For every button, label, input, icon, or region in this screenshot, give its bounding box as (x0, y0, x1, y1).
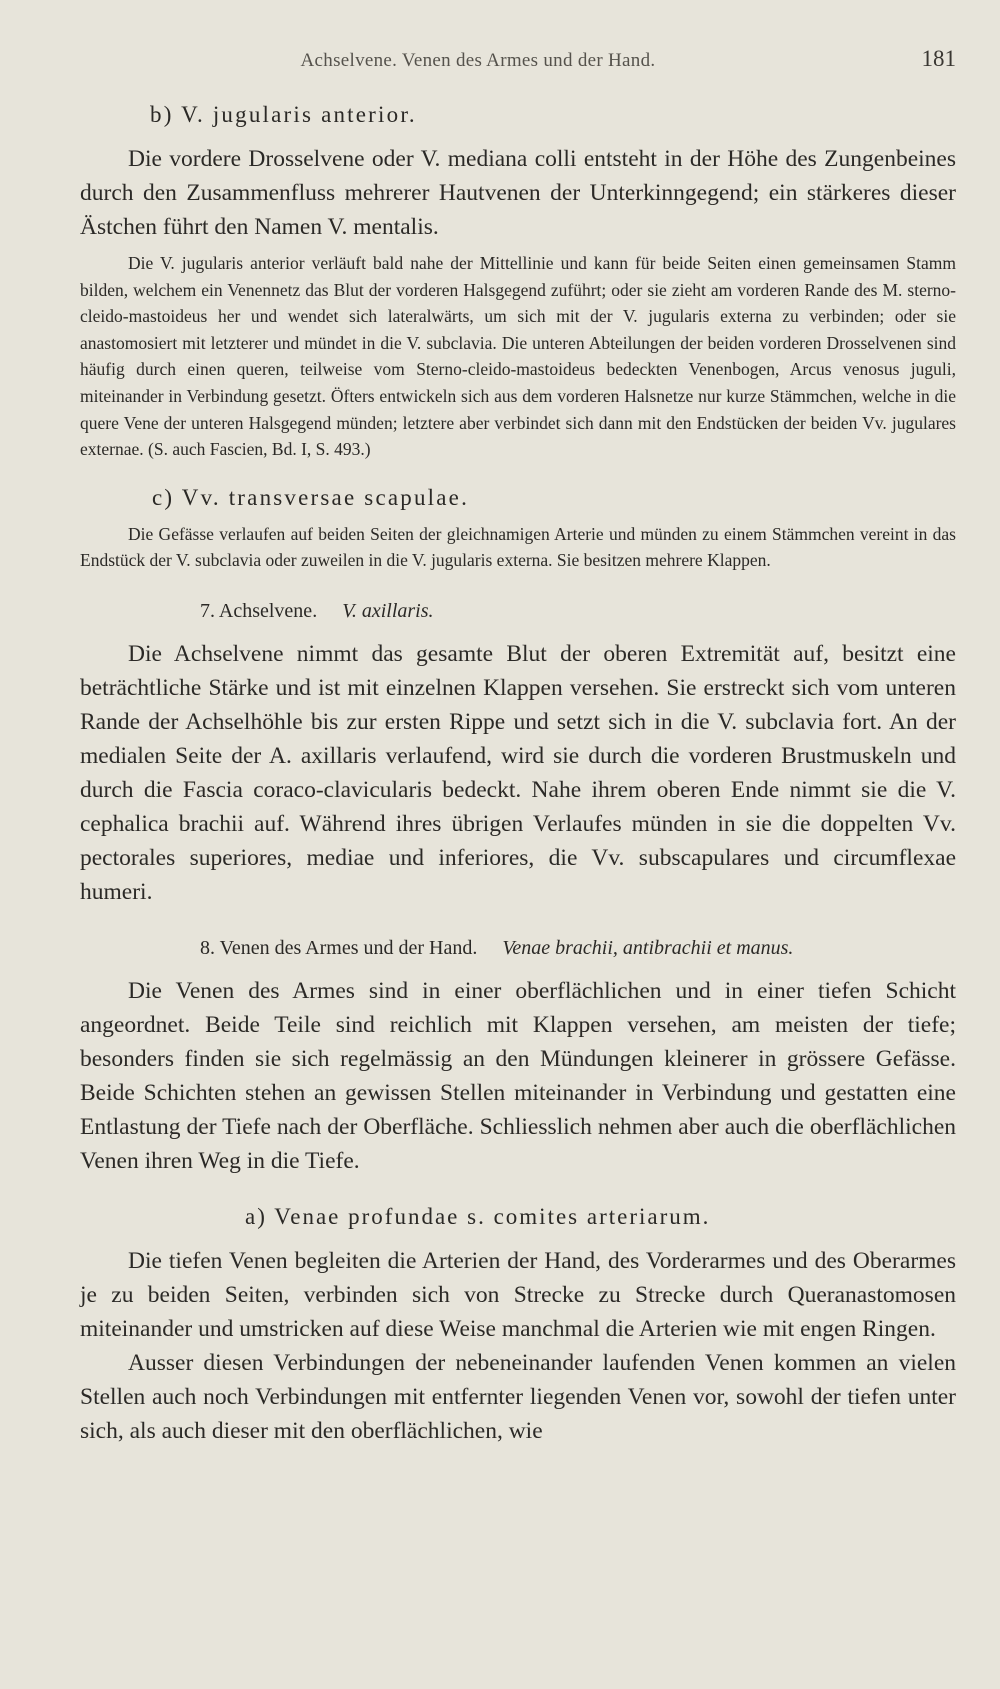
achselvene-text (80, 637, 956, 909)
transversae-scapulae-text (80, 521, 956, 574)
paragraph: Die Gefässe verlaufen auf beiden Seiten der gleichnamigen Arterie und münden zu einem Stämmchen vereint in das Endstück der V. subclavia oder zuweilen in die V. jugularis externa. Sie besitzen mehrere Klappen. (80, 523, 956, 571)
venae-profundae-text (80, 1244, 956, 1448)
section-title-text: 7. Achselvene. (200, 599, 318, 622)
section-title-achselvene (200, 600, 956, 623)
heading-jugularis-anterior: b) V. jugularis anterior. (150, 102, 417, 127)
paragraph: Die Venen des Armes sind in einer oberflächlichen und in einer tiefen Schicht angeordnet. Beide Teile sind reichlich mit Klappen versehen, am meisten der tiefe; besonders finden sie sich regelmässig an den Mündungen kleinerer in grössere Gefässe. Beide Schichten stehen an gewissen Stellen miteinander in Verbindung und gestatten eine Entlastung der Tiefe nach der Oberfläche. Schliesslich nehmen aber auch die oberflächlichen Venen ihren Weg in die Tiefe. (80, 977, 956, 1174)
paragraph: Ausser diesen Verbindungen der nebeneinander laufenden Venen kommen an vielen Stellen auch noch Verbindungen mit entfernter liegenden Venen vor, sowohl der tiefen unter sich, als auch dieser mit den oberflächlichen, wie (80, 1349, 956, 1444)
venen-arm-hand-text (80, 974, 956, 1178)
running-head (80, 44, 956, 84)
heading-transversae-scapulae: c) Vv. transversae scapulae. (152, 484, 470, 510)
jugularis-anterior-main-text (80, 142, 956, 244)
paragraph: Die tiefen Venen begleiten die Arterien der Hand, des Vorderarmes und des Oberarmes je zu beiden Seiten, verbinden sich von Strecke zu Strecke durch Queranastomosen miteinander und umstricken auf diese Weise manchmal die Arterien wie mit engen Ringen. (80, 1247, 956, 1342)
paragraph: Die vordere Drosselvene oder V. mediana colli entsteht in der Höhe des Zungenbeines durch den Zusammenfluss mehrerer Hautvenen der Unterkinngegend; ein stärkeres dieser Ästchen führt den Namen V. mentalis. (80, 146, 956, 240)
section-title-latin: Venae brachii, antibrachii et manus. (502, 936, 794, 959)
heading-venae-profundae: a) Venae profundae s. comites arteriarum. (245, 1203, 711, 1229)
jugularis-anterior-small-text (80, 250, 956, 463)
section-title-text: 8. Venen des Armes und der Hand. (200, 936, 478, 959)
paragraph: Die V. jugularis anterior verläuft bald nahe der Mittellinie und kann für beide Seiten einen gemeinsamen Stamm bilden, welchem ein Venennetz das Blut der vorderen Halsgegend zuführt; oder sie zieht am vorderen Rande des M. sterno-cleido-mastoideus her und wendet sich lateralwärts, um sich mit der V. jugularis externa zu verbinden; oder sie anastomosiert mit letzterer und mündet in die V. subclavia. Die unteren Abteilungen der beiden vorderen Drosselvenen sind häufig durch einen queren, teilweise vom Sterno-cleido-mastoideus bedeckten Venenbogen, Arcus venosus juguli, miteinander in Verbindung gesetzt. Öfters entwickeln sich aus dem vorderen Halsnetze nur kurze Stämmchen, welche in die quere Vene der unteren Halsgegend münden; letztere aber verbindet sich dann mit den Endstücken der beiden Vv. jugulares externae. (S. auch Fascien, Bd. I, S. 493.) (80, 253, 956, 460)
paragraph: Die Achselvene nimmt das gesamte Blut der oberen Extremität auf, besitzt eine beträchtliche Stärke und ist mit einzelnen Klappen versehen. Sie erstreckt sich vom unteren Rande der Achselhöhle bis zur ersten Rippe und setzt sich in die V. subclavia fort. An der medialen Seite der A. axillaris verlaufend, wird sie durch die vorderen Brustmuskeln und durch die Fascia coraco-clavicularis bedeckt. Nahe ihrem oberen Ende nimmt sie die V. cephalica brachii auf. Während ihres übrigen Verlaufes münden in sie die doppelten Vv. pectorales superiores, mediae und inferiores, die Vv. subscapulares und circumflexae humeri. (80, 640, 956, 905)
page-number: 181 (921, 46, 956, 71)
section-title-venen-arm-hand (200, 937, 956, 960)
section-title-latin: V. axillaris. (342, 599, 434, 622)
running-title: Achselvene. Venen des Armes und der Hand. (300, 50, 656, 71)
